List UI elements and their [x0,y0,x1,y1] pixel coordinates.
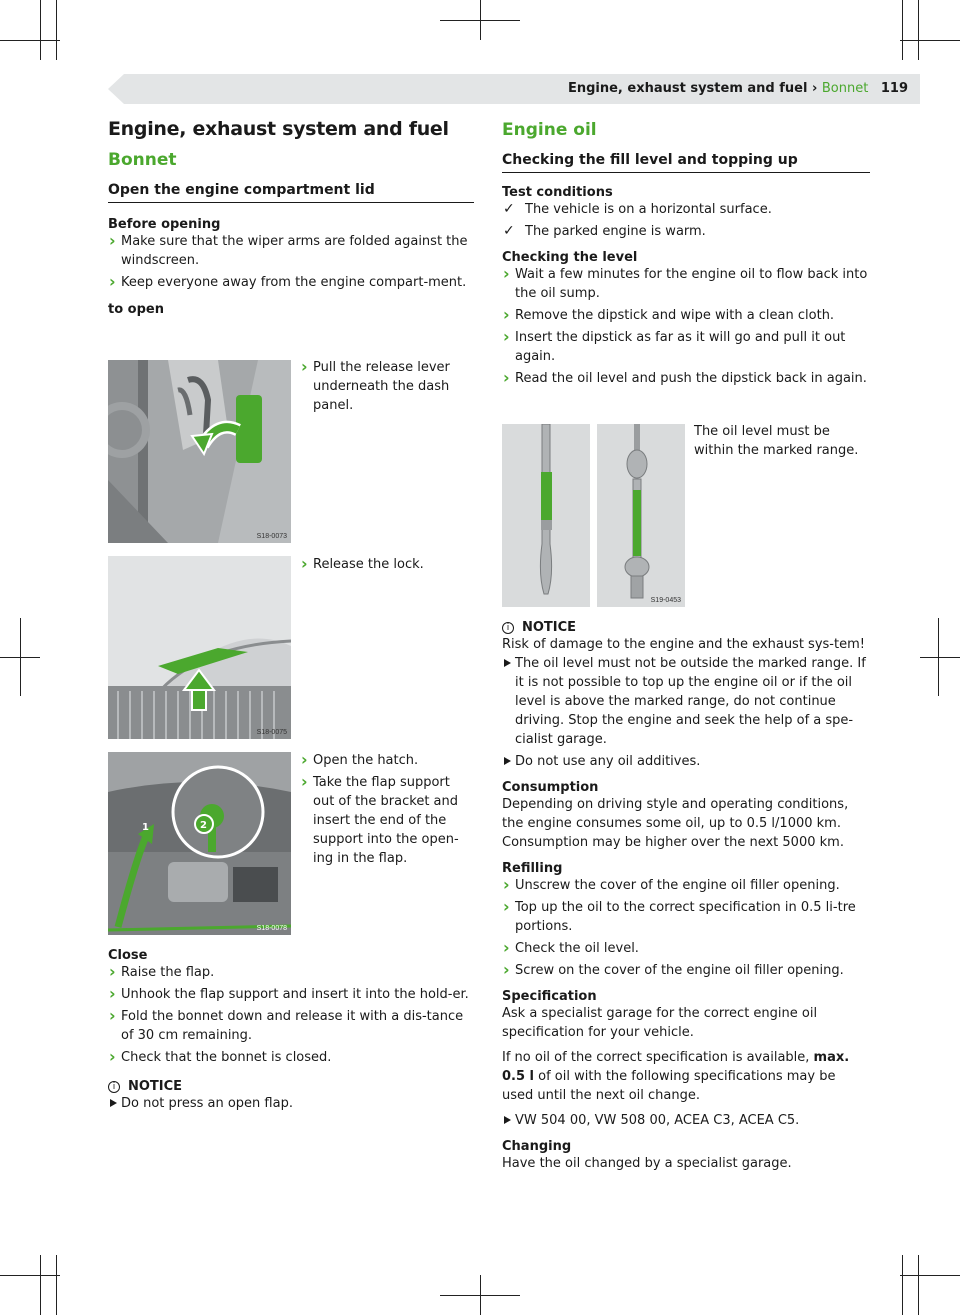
figure-code: S19-0453 [650,597,681,604]
figure-code: S18-0075 [256,729,287,736]
release-lever-image [108,360,291,543]
crop-mark [40,1255,41,1315]
marker-2: 2 [200,820,207,831]
changing-text: Have the oil changed by a specialist garage. [502,1156,792,1171]
crop-mark [918,1255,919,1315]
consumption-label: Consumption [502,780,599,795]
crop-mark [440,1295,520,1296]
close-section [108,948,474,1113]
crop-mark [56,1255,57,1315]
fig3-caption [300,751,472,868]
list-item: › Unhook the flap support and insert it into the hold-er. [108,985,474,1004]
refilling-label: Refilling [502,861,563,876]
list-item: › Release the lock. [300,555,472,574]
info-icon: i [502,622,514,634]
breadcrumb-section[interactable]: Bonnet [821,81,869,96]
crop-mark [440,20,520,21]
list-item: Do not press an open flap. [108,1094,474,1113]
list-item: › Keep everyone away from the engine compart-ment. [108,273,474,292]
figure-code: S18-0073 [256,533,287,540]
marker-1: 1 [142,822,149,833]
specification-text: Ask a specialist garage for the correct engine oil specification for your vehicle. [502,1006,818,1040]
list-item: › Check the oil level. [502,939,870,958]
list-item: › Make sure that the wiper arms are folded against the windscreen. [108,232,474,270]
section-title: Bonnet [108,150,177,170]
right-column-bottom [502,620,870,1173]
flap-support-image [108,752,291,935]
breadcrumb [568,81,908,96]
list-item: › Pull the release lever underneath the dash panel. [300,358,472,415]
crop-mark [0,657,40,658]
list-item: › Wait a few minutes for the engine oil to flow back into the oil sump. [502,265,870,303]
crop-mark [40,0,41,60]
chapter-title: Engine, exhaust system and fuel [108,118,449,140]
checking-level-label: Checking the level [502,250,638,265]
before-opening-label: Before opening [108,217,221,232]
bonnet-lock-image [108,556,291,739]
subsection-title: Checking the fill level and topping up [502,152,870,173]
crop-mark [0,40,60,41]
right-column-top [502,120,870,388]
list-item: › Unscrew the cover of the engine oil filler opening. [502,876,870,895]
to-open-label: to open [108,302,164,317]
subsection-title: Open the engine compartment lid [108,182,474,203]
fig2-caption [300,555,472,574]
left-column-intro [108,118,474,317]
close-label: Close [108,948,148,963]
list-item: › Check that the bonnet is closed. [108,1048,474,1067]
list-item: Do not use any oil additives. [502,752,870,771]
info-icon: i [108,1081,120,1093]
list-item: › Top up the oil to the correct specification in 0.5 li-tre portions. [502,898,870,936]
notice-label: NOTICE [128,1079,183,1094]
list-item: VW 504 00, VW 508 00, ACEA C3, ACEA C5. [502,1111,870,1130]
crop-mark [56,0,57,60]
dipstick-illustration [502,424,685,607]
list-item: › Fold the bonnet down and release it with a dis-tance of 30 cm remaining. [108,1007,474,1045]
check-item: ✓ The parked engine is warm. [502,222,870,241]
spec-text-pre: If no oil of the correct specification is available, [502,1050,814,1065]
notice-label: NOTICE [522,620,577,635]
dipstick-caption [694,422,870,460]
check-item: ✓ The vehicle is on a horizontal surface. [502,200,870,219]
list-item: › Screw on the cover of the engine oil filler opening. [502,961,870,980]
figure-caption: The oil level must be within the marked range. [694,424,859,458]
list-item: › Remove the dipstick and wipe with a clean cloth. [502,306,870,325]
test-conditions-label: Test conditions [502,185,613,200]
crop-mark [900,1275,960,1276]
fig1-caption [300,358,472,415]
crop-mark [918,0,919,60]
notice-heading [502,620,870,635]
list-item: The oil level must not be outside the marked range. If it is not possible to top up the engine oil or if the oil level is above the marked range, do not continue driving. Stop the engine and seek the help of a spe-cialist garage. [502,654,870,749]
breadcrumb-chapter[interactable]: Engine, exhaust system and fuel [567,81,808,96]
changing-label: Changing [502,1139,572,1154]
dipstick-image [502,424,685,607]
crop-mark [902,0,903,60]
crop-mark [902,1255,903,1315]
section-title: Engine oil [502,120,597,140]
list-item: › Take the flap support out of the bracket and insert the end of the support into the open-ing in the flap. [300,773,472,868]
specification-label: Specification [502,989,597,1004]
notice-heading [108,1079,474,1094]
list-item: › Open the hatch. [300,751,472,770]
breadcrumb-separator: › [811,81,818,96]
bonnet-lock-illustration [108,556,291,739]
spec-text-bold: max. 0.5 l [502,1050,850,1084]
release-lever-illustration [108,360,291,543]
list-item: › Insert the dipstick as far as it will go and pull it out again. [502,328,870,366]
figure-code: S18-0078 [256,925,287,932]
spec-text-post: of oil with the following specifications may be used until the next oil change. [502,1069,836,1103]
page-number: 119 [880,81,908,96]
list-item: › Raise the flap. [108,963,474,982]
consumption-text: Depending on driving style and operating conditions, the engine consumes some oil, up to 0.5 l/1000 km. Consumption may be higher over the next 5000 km. [502,797,849,850]
specification-text-2 [502,1048,870,1105]
crop-mark [920,657,960,658]
crop-mark [900,40,960,41]
crop-mark [0,1275,60,1276]
notice-text: Risk of damage to the engine and the exhaust sys-tem! [502,637,865,652]
flap-support-illustration [108,752,291,935]
list-item: › Read the oil level and push the dipstick back in again. [502,369,870,388]
